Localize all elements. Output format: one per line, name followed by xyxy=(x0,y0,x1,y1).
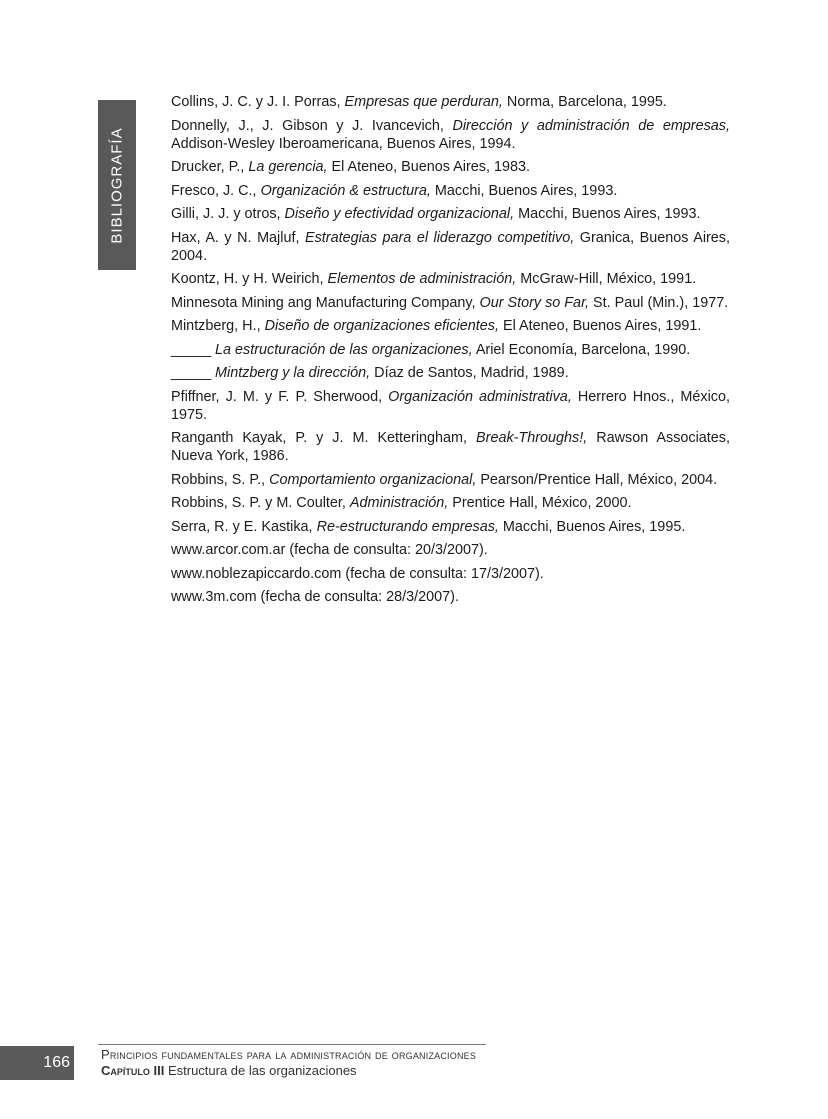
reference-entry xyxy=(171,294,730,312)
reference-entry xyxy=(171,317,730,335)
reference-publisher: El Ateneo, Buenos Aires, 1983. xyxy=(327,159,530,175)
reference-publisher: Pearson/Prentice Hall, México, 2004. xyxy=(476,471,718,488)
reference-entry xyxy=(171,270,730,288)
reference-publisher: Macchi, Buenos Aires, 1993. xyxy=(430,182,618,199)
reference-authors: Ranganth Kayak, P. y J. M. Ketteringham, xyxy=(171,430,477,446)
book-title: Principios fundamentales para la administración de organizaciones xyxy=(101,1047,477,1062)
reference-entry xyxy=(171,117,730,153)
reference-entry xyxy=(171,205,730,223)
reference-title: Re-estructurando empresas, xyxy=(316,518,499,535)
reference-publisher: Macchi, Buenos Aires, 1995. xyxy=(498,518,686,535)
reference-title: Diseño de organizaciones eficientes, xyxy=(264,318,499,334)
reference-authors: Donnelly, J., J. Gibson y J. Ivancevich, xyxy=(171,117,453,134)
reference-title: La gerencia, xyxy=(248,159,328,175)
reference-publisher: Rawson Associates, Nueva York, 1986. xyxy=(171,430,730,464)
reference-publisher: St. Paul (Min.), 1977. xyxy=(589,294,729,311)
reference-entry xyxy=(171,471,730,489)
reference-title: Empresas que perduran, xyxy=(344,94,503,110)
reference-title: Organización & estructura, xyxy=(260,182,431,199)
reference-entry xyxy=(171,341,730,359)
reference-authors: Minnesota Mining ang Manufacturing Company, xyxy=(171,294,480,311)
reference-publisher: Prentice Hall, México, 2000. xyxy=(448,495,632,511)
reference-authors: Gilli, J. J. y otros, xyxy=(171,206,285,222)
reference-authors: Collins, J. C. y J. I. Porras, xyxy=(171,94,345,110)
reference-authors: Pfiffner, J. M. y F. P. Sherwood, xyxy=(171,388,389,405)
reference-entry-web xyxy=(171,541,730,559)
reference-authors: Robbins, S. P., xyxy=(171,471,270,488)
reference-entry xyxy=(171,229,730,265)
chapter-title: Estructura de las organizaciones xyxy=(164,1063,357,1078)
reference-authors: Drucker, P., xyxy=(171,159,249,175)
reference-publisher: El Ateneo, Buenos Aires, 1991. xyxy=(498,318,702,334)
reference-entry xyxy=(171,388,730,424)
reference-title: Our Story so Far, xyxy=(479,294,590,311)
reference-title: La estructuración de las organizaciones, xyxy=(215,341,473,358)
reference-publisher: Díaz de Santos, Madrid, 1989. xyxy=(370,365,569,381)
reference-title: Break-Throughs!, xyxy=(476,430,588,446)
reference-authors: Fresco, J. C., xyxy=(171,182,261,199)
page-number-label: 166 xyxy=(43,1054,70,1071)
reference-authors: Hax, A. y N. Majluf, xyxy=(171,229,305,246)
reference-title: Organización administrativa, xyxy=(388,388,572,405)
reference-authors: Koontz, H. y H. Weirich, xyxy=(171,271,328,287)
reference-title: Diseño y efectividad organizacional, xyxy=(284,206,515,222)
chapter-line xyxy=(101,1063,476,1079)
reference-authors: Serra, R. y E. Kastika, xyxy=(171,518,317,535)
reference-entry xyxy=(171,93,730,111)
reference-title: Administración, xyxy=(349,495,449,511)
reference-title: Estrategias para el liderazgo competitivo, xyxy=(304,229,575,246)
reference-publisher: Norma, Barcelona, 1995. xyxy=(502,94,667,110)
footer-divider xyxy=(98,1044,486,1045)
bibliography-list xyxy=(171,93,730,612)
reference-title: Mintzberg y la dirección, xyxy=(215,365,371,381)
reference-entry xyxy=(171,494,730,512)
reference-url: www.noblezapiccardo.com (fecha de consulta: 17/3/2007). xyxy=(171,565,544,582)
reference-publisher: Herrero Hnos., México, 1975. xyxy=(171,388,730,423)
reference-publisher: Granica, Buenos Aires, 2004. xyxy=(171,229,730,264)
reference-title: Elementos de administración, xyxy=(327,271,517,287)
running-footer xyxy=(101,1047,476,1079)
reference-authors: Robbins, S. P. y M. Coulter, xyxy=(171,495,350,511)
reference-authors: _____ xyxy=(171,365,216,381)
reference-authors: Mintzberg, H., xyxy=(171,318,265,334)
reference-publisher: Macchi, Buenos Aires, 1993. xyxy=(514,206,701,222)
reference-url: www.arcor.com.ar (fecha de consulta: 20/3/2007). xyxy=(171,542,488,558)
chapter-label: Capítulo III xyxy=(101,1063,165,1078)
reference-entry xyxy=(171,182,730,200)
reference-entry-web xyxy=(171,588,730,606)
reference-title: Dirección y administración de empresas, xyxy=(452,117,730,134)
reference-publisher: McGraw-Hill, México, 1991. xyxy=(516,271,697,287)
reference-url: www.3m.com (fecha de consulta: 28/3/2007). xyxy=(171,589,459,605)
section-tab xyxy=(98,100,136,270)
reference-entry xyxy=(171,429,730,465)
reference-title: Comportamiento organizacional, xyxy=(269,471,477,488)
reference-entry xyxy=(171,158,730,176)
reference-entry xyxy=(171,518,730,536)
section-tab-label: BIBLIOGRAFÍA xyxy=(108,126,126,244)
reference-entry xyxy=(171,364,730,382)
reference-entry-web xyxy=(171,565,730,583)
reference-publisher: Addison-Wesley Iberoamericana, Buenos Aires, 1994. xyxy=(171,135,516,152)
reference-publisher: Ariel Economía, Barcelona, 1990. xyxy=(472,341,691,358)
page-number xyxy=(0,1046,74,1080)
reference-authors: _____ xyxy=(171,341,216,358)
